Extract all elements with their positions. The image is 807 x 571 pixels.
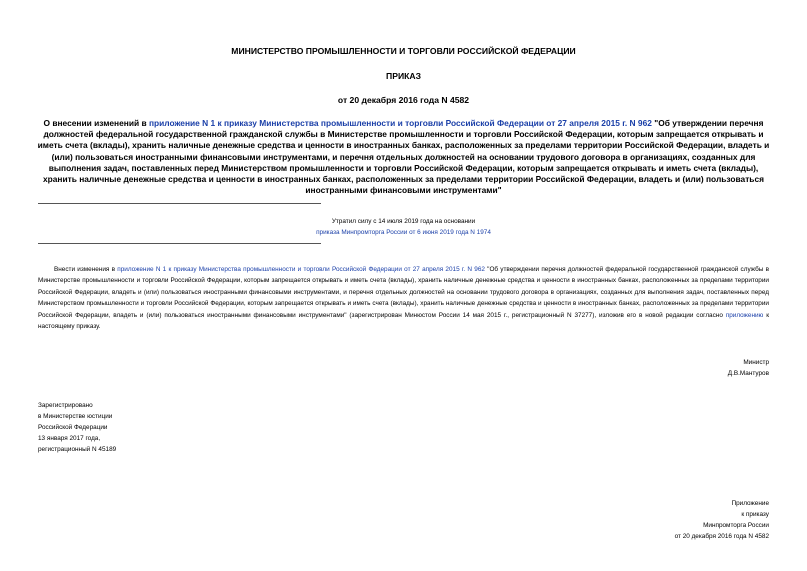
divider-bottom xyxy=(38,243,321,244)
body-link-appendix[interactable]: приложению xyxy=(725,311,764,319)
ministry-heading: МИНИСТЕРСТВО ПРОМЫШЛЕННОСТИ И ТОРГОВЛИ РОССИЙСКОЙ ФЕДЕРАЦИИ xyxy=(231,46,576,56)
doc-type-heading: ПРИКАЗ xyxy=(386,71,421,81)
registration-line: 13 января 2017 года, xyxy=(38,435,101,442)
signature-name: Д.В.Мантуров xyxy=(727,370,769,377)
revocation-text: Утратил силу с 14 июля 2019 года на основании xyxy=(331,218,476,225)
title-link-order-962[interactable]: приложение N 1 к приказу Министерства промышленности и торговли Российской Федерации от 27 апреля 2015 г. N 962 xyxy=(148,118,652,128)
signature-position: Министр xyxy=(743,359,769,366)
revocation-link[interactable]: приказа Минпромторга России от 6 июня 2019 года N 1974 xyxy=(316,229,491,236)
registration-line: в Министерстве юстиции xyxy=(38,413,113,420)
body-prefix: Внести изменения в xyxy=(54,266,118,273)
registration-line: регистрационный N 45189 xyxy=(38,446,117,453)
revocation-note xyxy=(0,216,807,238)
divider-top xyxy=(38,203,321,204)
appendix-line: Минпромторга России xyxy=(703,522,769,529)
body-link-order-962[interactable]: приложение N 1 к приказу Министерства промышленности и торговли Российской Федерации от 27 апреля 2015 г. N 962 xyxy=(117,266,485,273)
appendix-line: Приложение xyxy=(731,500,769,507)
registration-block xyxy=(38,400,116,455)
order-body xyxy=(38,264,769,332)
doc-date-number: от 20 декабря 2016 года N 4582 xyxy=(337,95,470,105)
document-title xyxy=(36,118,771,196)
body-middle: "Об утверждении перечня должностей федеральной государственной гражданской службы в Министерстве промышленности и торговли Российской Федерации, которым запрещается открывать и иметь счета (вклады), хранить наличные денежные средства и ценности в иностранных банках, расположенных за пределами территории Российской Федерации, владеть и (или) пользоваться иностранными финансовыми инструментами, и перечня отдельных должностей на основании трудового договора в организациях, созданных для выполнения задач, поставленных перед Министерством промышленности и торговли Российской Федерации, которым запрещается открывать и иметь счета (вклады), хранить наличные денежные средства и ценности в иностранных банках, расположенных за пределами территории Российской Федерации, владеть и (или) пользоваться иностранными финансовыми инструментами" (зарегистрирован Минюстом России 14 мая 2015 г., регистрационный N 37277), изложив его в новой редакции согласно xyxy=(38,266,769,319)
body-suffix: к настоящему приказу. xyxy=(38,311,769,331)
appendix-line: к приказу xyxy=(741,511,769,518)
appendix-line: от 20 декабря 2016 года N 4582 xyxy=(674,533,769,540)
registration-line: Российской Федерации xyxy=(38,424,108,431)
title-prefix: О внесении изменений в xyxy=(43,118,149,128)
appendix-block xyxy=(675,498,769,542)
title-rest: "Об утверждении перечня должностей федеральной государственной гражданской службы в Министерстве промышленности и торговли Российской Федерации, которым запрещается открывать и иметь счета (вклады), хранить наличные денежные средства и ценности в иностранных банках, расположенных за пределами территории Российской Федерации, владеть и (или) пользоваться иностранными финансовыми инструментами, и перечня отдельных должностей на основании трудового договора в организациях, созданных для выполнения задач, поставленных перед Министерством промышленности и торговли Российской Федерации, которым запрещается открывать и иметь счета (вклады), хранить наличные денежные средства и ценности в иностранных банках, расположенных за пределами территории Российской Федерации, владеть и (или) пользоваться иностранными финансовыми инструментами" xyxy=(37,118,770,196)
registration-line: Зарегистрировано xyxy=(38,402,93,409)
signature-block xyxy=(728,357,769,379)
